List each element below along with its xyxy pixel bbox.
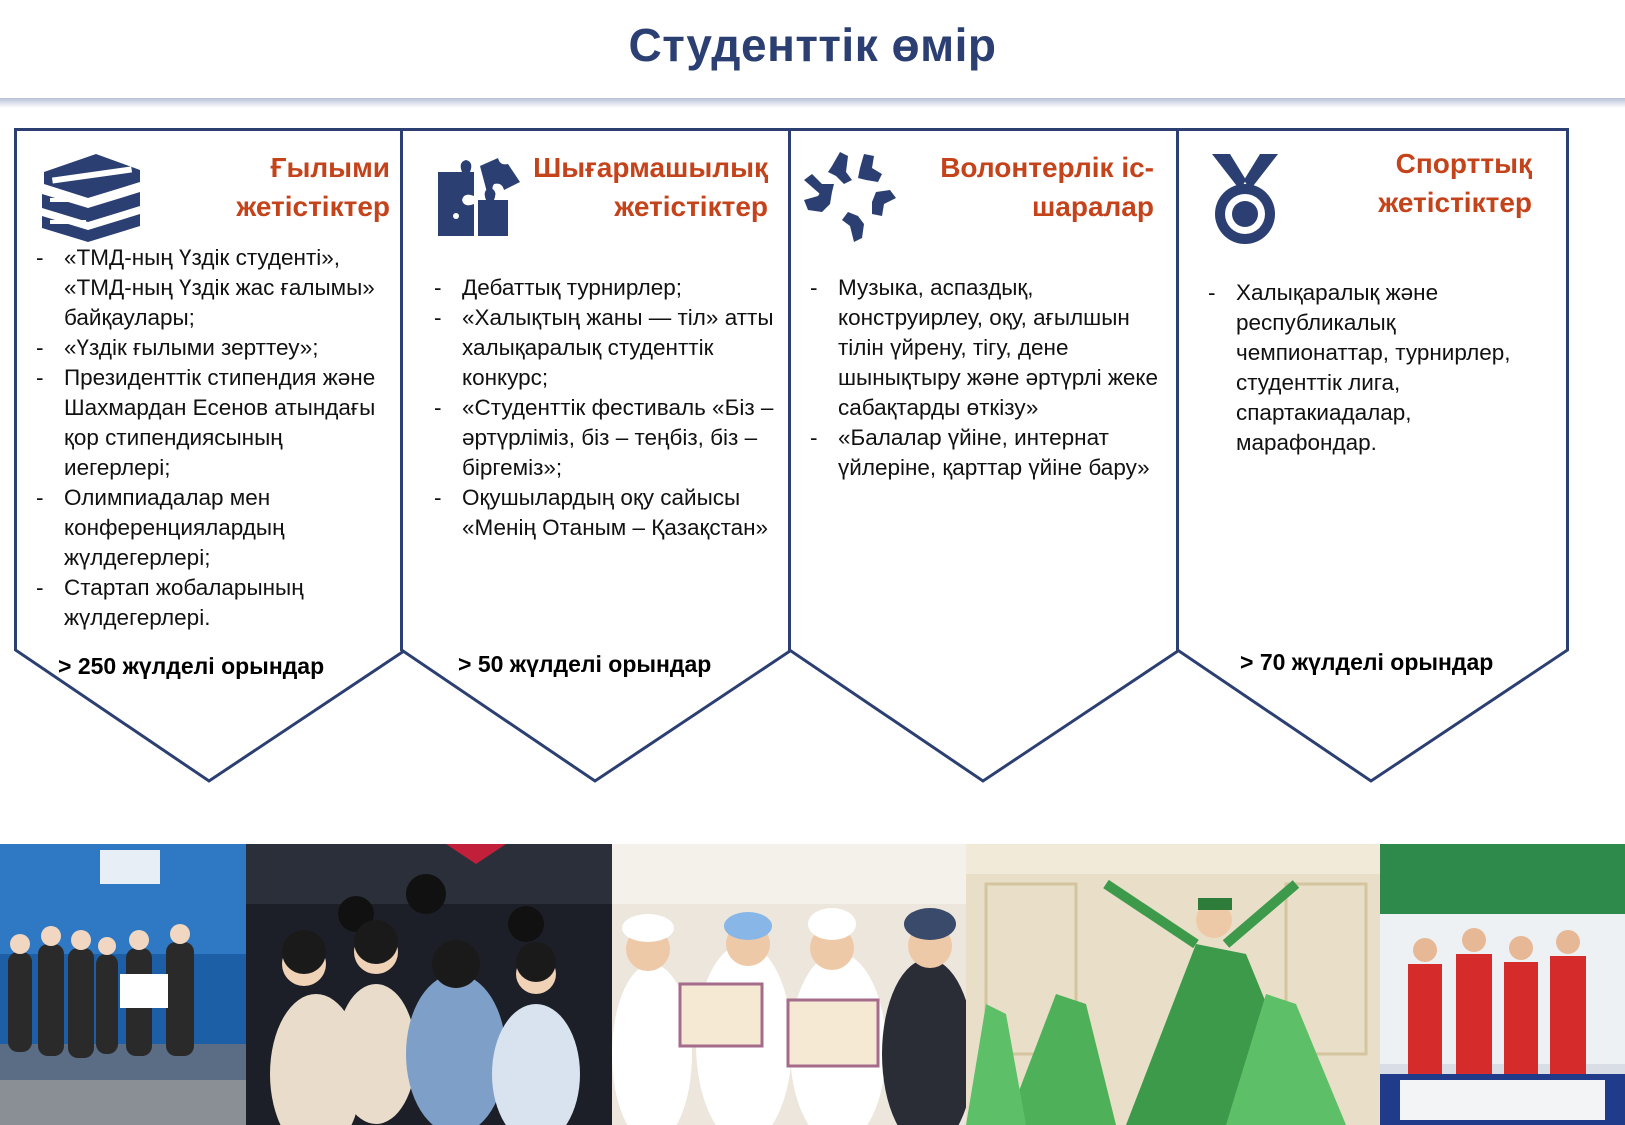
puzzle-icon	[436, 156, 522, 238]
achievement-list	[810, 273, 1164, 483]
medal-icon	[1210, 152, 1280, 248]
books-icon	[40, 152, 144, 242]
list-item: - «Халықтың жаны — тіл» атты халықаралық студенттік конкурс;	[434, 303, 774, 393]
list-item: - Музыка, аспаздық, конструирлеу, оқу, ағылшын тілін үйрену, тігу, дене шынықтыру және әртүрлі жеке сабақтарды өткізу»	[810, 273, 1164, 423]
science-award-photo	[0, 844, 246, 1125]
page-title: Студенттік өмір	[628, 19, 997, 71]
achievement-list	[1208, 278, 1548, 458]
category-title: Волонтерлік іс-шаралар	[940, 152, 1154, 222]
prize-count: > 50 жүлделі орындар	[458, 651, 712, 677]
helping-hands-icon	[802, 150, 898, 242]
prize-count: > 70 жүлделі орындар	[1240, 649, 1494, 675]
card-science	[14, 128, 412, 784]
list-item: - Олимпиадалар мен конференциялардың жүлдегерлері;	[36, 483, 386, 573]
category-title: Спорттық жетістіктер	[1378, 148, 1532, 218]
list-item: - Стартап жобаларының жүлдегерлері.	[36, 573, 386, 633]
debate-students-photo	[246, 844, 612, 1125]
list-item: - Президенттік стипендия және Шахмардан Есенов атындағы қор стипендиясының иегерлері;	[36, 363, 386, 483]
list-item: - Оқушылардың оқу сайысы «Менің Отаным – Қазақстан»	[434, 483, 774, 543]
category-title: Шығармашылық жетістіктер	[533, 152, 768, 222]
card-creative	[400, 128, 798, 784]
sport-podium-photo	[1380, 844, 1625, 1125]
title-divider	[0, 98, 1625, 108]
list-item: - Халықаралық және республикалық чемпионаттар, турнирлер, студенттік лига, спартакиадалар, марафондар.	[1208, 278, 1548, 458]
card-volunteer	[788, 128, 1186, 784]
achievement-list	[434, 273, 774, 543]
achievement-list	[36, 243, 386, 633]
dance-performance-photo	[966, 844, 1380, 1125]
prize-count: > 250 жүлделі орындар	[58, 653, 325, 679]
list-item: - Дебаттық турнирлер;	[434, 273, 774, 303]
culinary-certificate-photo	[612, 844, 966, 1125]
photo-strip	[0, 844, 1625, 1125]
category-title: Ғылыми жетістіктер	[236, 152, 390, 222]
card-sport	[1176, 128, 1574, 784]
list-item: - «Балалар үйіне, интернат үйлеріне, қарттар үйіне бару»	[810, 423, 1164, 483]
list-item: - «Студенттік фестиваль «Біз – әртүрліміз, біз – теңбіз, біз – біргеміз»;	[434, 393, 774, 483]
list-item: - «ТМД-ның Үздік студенті», «ТМД-ның Үздік жас ғалымы» байқаулары;	[36, 243, 386, 333]
list-item: - «Үздік ғылыми зерттеу»;	[36, 333, 386, 363]
